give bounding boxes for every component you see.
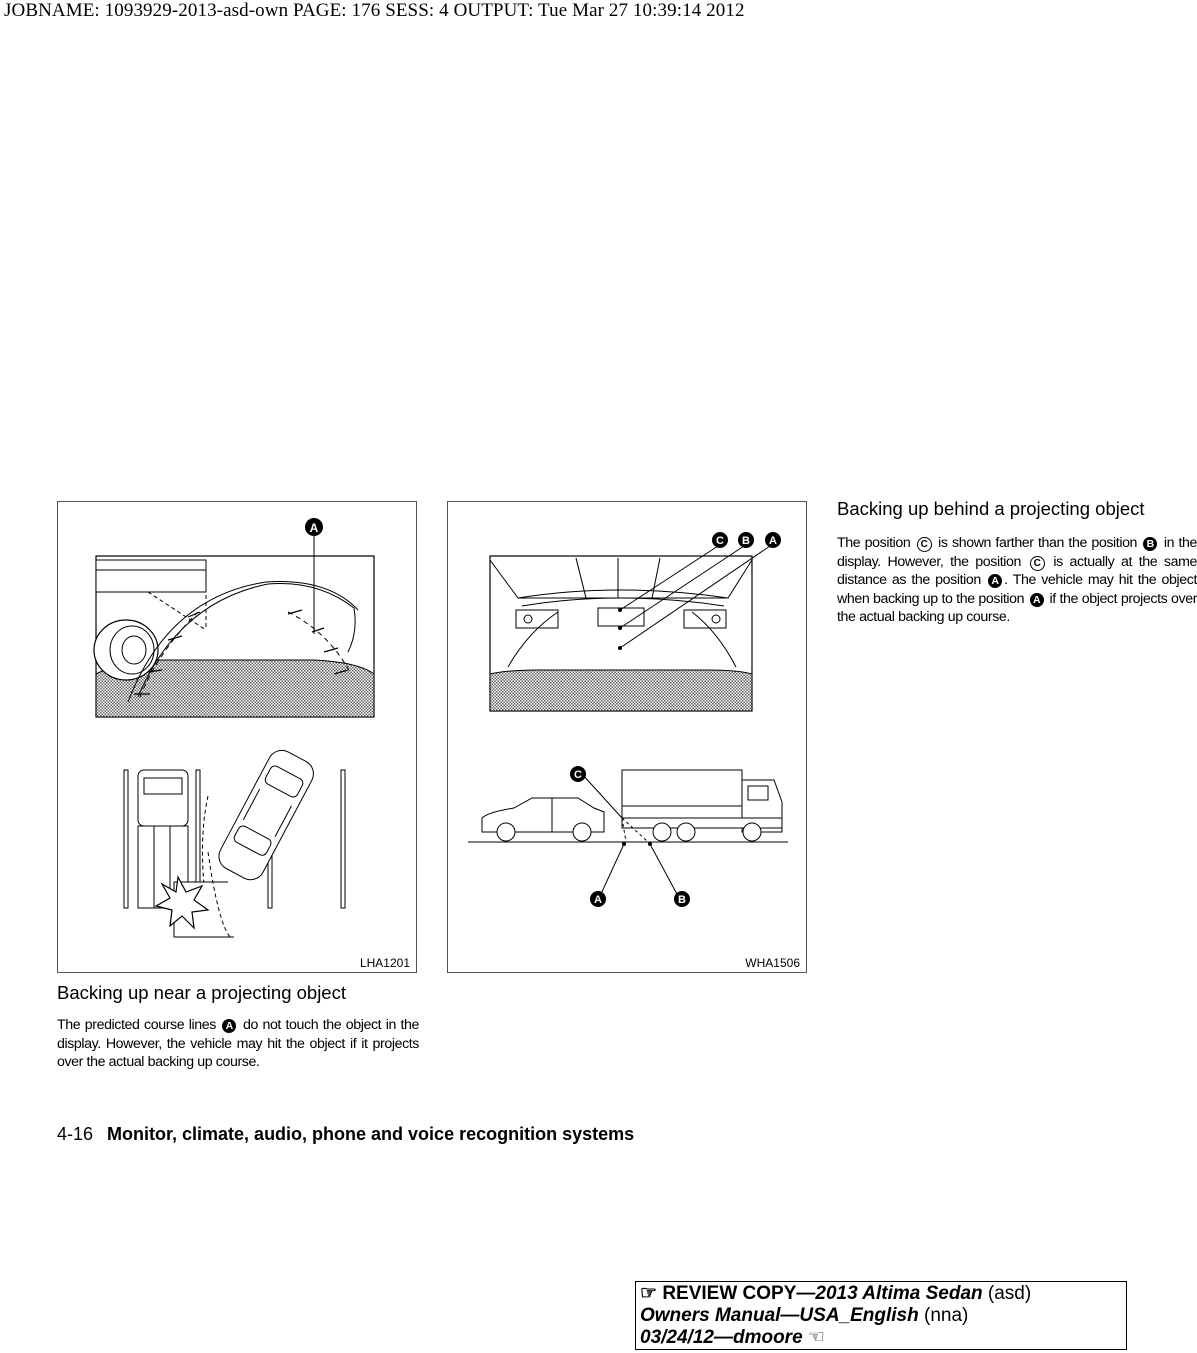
figure-projecting-object-near (57, 501, 417, 973)
figure-code: WHA1506 (745, 956, 800, 970)
svg-text:A: A (594, 894, 602, 906)
hand-pointing-back-icon: ☜ (807, 1327, 825, 1348)
chapter-title: Monitor, climate, audio, phone and voice recognition systems (107, 1124, 635, 1144)
ref-b-icon: B (1143, 537, 1157, 551)
hand-pointing-icon: ☞ (640, 1283, 658, 1304)
ref-a-icon: A (1030, 593, 1044, 607)
ref-a-icon: A (988, 574, 1002, 588)
figure-projecting-object-behind (447, 501, 807, 973)
ref-c-icon: C (1030, 556, 1045, 571)
section-heading-near: Backing up near a projecting object (57, 982, 346, 1003)
job-header: JOBNAME: 1093929-2013-asd-own PAGE: 176 SESS: 4 OUTPUT: Tue Mar 27 10:39:14 2012 (4, 0, 745, 21)
figure-code: LHA1201 (359, 956, 410, 970)
section-body-near: The predicted course lines A do not touch the object in the display. However, the vehicle may hit the object if it projects over the actual backing up course. (57, 1017, 419, 1071)
svg-text:C: C (574, 769, 582, 781)
review-copy-box: ☞ REVIEW COPY—2013 Altima Sedan (asd) Owners Manual—USA_English (nna) 03/24/12—dmoore ☜ (635, 1281, 1127, 1350)
ref-c-icon: C (917, 537, 932, 552)
page-footer (57, 1124, 634, 1145)
page-number: 4-16 (57, 1124, 94, 1144)
svg-text:C: C (716, 535, 724, 547)
illustration-camera-view-and-truck (448, 502, 808, 974)
ref-a-icon: A (222, 1019, 236, 1033)
illustration-camera-view-and-parking (58, 502, 418, 974)
svg-text:A: A (769, 535, 777, 547)
svg-text:B: B (678, 894, 686, 906)
svg-text:A: A (309, 521, 319, 535)
section-heading-behind: Backing up behind a projecting object (837, 498, 1145, 519)
section-body-behind: The position C is shown farther than the position B in the display. However, the position C is actually at the same distance as the position A . The vehicle may hit the object when backing up to the position A if the object projects over the actual backing up course. (837, 535, 1197, 626)
svg-text:B: B (742, 535, 750, 547)
